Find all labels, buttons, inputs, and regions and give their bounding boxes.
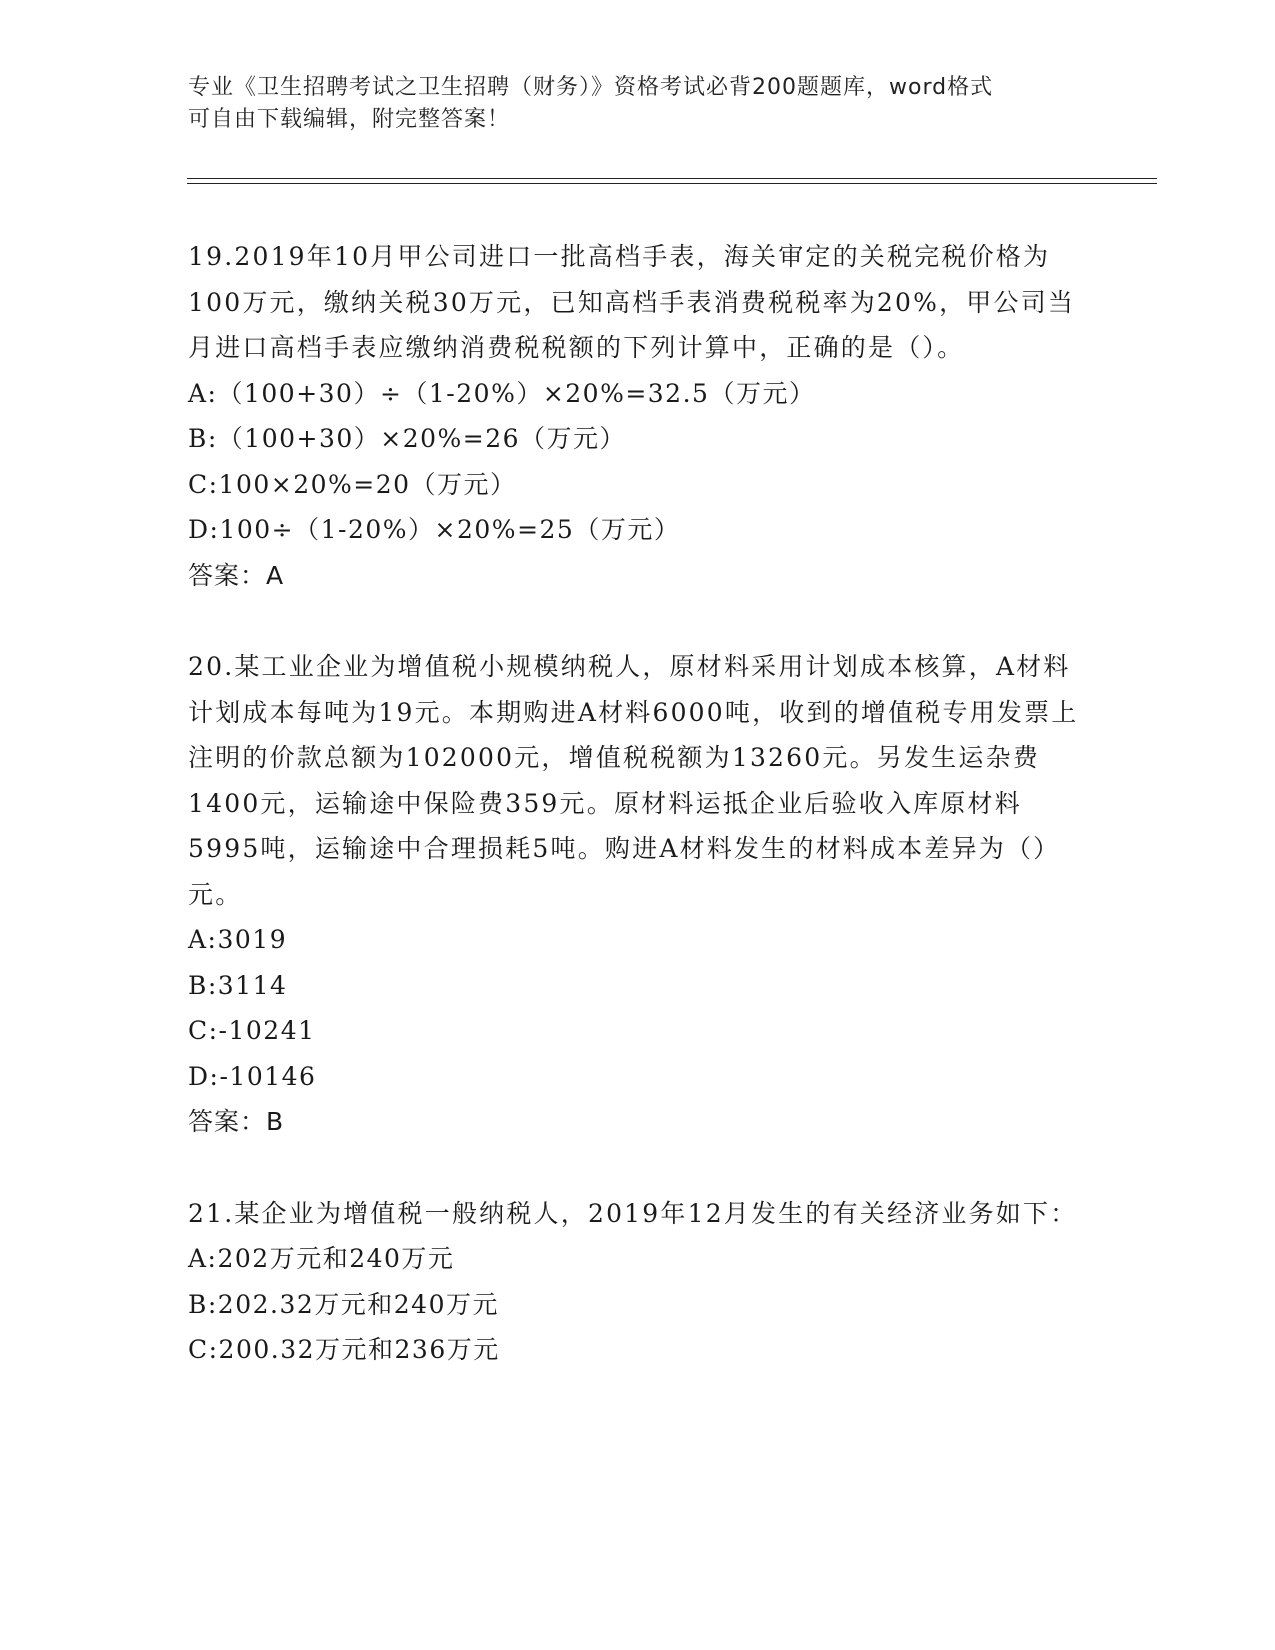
option-d: D:-10146 bbox=[188, 1061, 317, 1091]
option-a: A:3019 bbox=[188, 925, 288, 954]
document-header bbox=[188, 72, 1088, 136]
option-c: C:-10241 bbox=[188, 1016, 316, 1045]
header-divider-bottom bbox=[187, 183, 1157, 184]
answer: 答案：A bbox=[188, 560, 285, 590]
option-b: B:202.32万元和240万元 bbox=[188, 1289, 499, 1319]
answer: 答案：B bbox=[188, 1107, 285, 1136]
question-text: 20.某工业企业为增值税小规模纳税人，原材料采用计划成本核算，A材料计划成本每吨为19元。本期购进A材料6000吨，收到的增值税专用发票上注明的价款总额为102000元，增值税税额为13260元。另发生运杂费1400元，运输途中保险费359元。原材料运抵企业后验收入库原材料5995吨，运输途中合理损耗5吨。购进A材料发生的材料成本差异为（）元。 bbox=[188, 652, 1079, 909]
question-list bbox=[188, 234, 1088, 1373]
header-divider-top bbox=[187, 178, 1157, 179]
header-line-1: 专业《卫生招聘考试之卫生招聘（财务）》资格考试必背200题题库，word格式 bbox=[188, 75, 994, 100]
option-b: B:3114 bbox=[188, 970, 288, 1000]
option-d: D:100÷（1-20%）×20%=25（万元） bbox=[188, 515, 681, 544]
question-19 bbox=[188, 234, 1088, 598]
option-a: A:（100+30）÷（1-20%）×20%=32.5（万元） bbox=[188, 378, 816, 408]
option-c: C:200.32万元和236万元 bbox=[188, 1335, 500, 1364]
option-c: C:100×20%=20（万元） bbox=[188, 469, 517, 499]
question-text: 19.2019年10月甲公司进口一批高档手表，海关审定的关税完税价格为100万元，缴纳关税30万元，已知高档手表消费税税率为20%，甲公司当月进口高档手表应缴纳消费税税额的下列计算中，正确的是（）。 bbox=[188, 242, 1076, 362]
option-a: A:202万元和240万元 bbox=[188, 1244, 455, 1273]
option-b: B:（100+30）×20%=26（万元） bbox=[188, 424, 627, 453]
question-text: 21.某企业为增值税一般纳税人，2019年12月发生的有关经济业务如下： bbox=[188, 1198, 1078, 1228]
question-20 bbox=[188, 644, 1088, 1145]
question-21 bbox=[188, 1191, 1088, 1373]
header-line-2: 可自由下载编辑，附完整答案！ bbox=[188, 107, 511, 132]
